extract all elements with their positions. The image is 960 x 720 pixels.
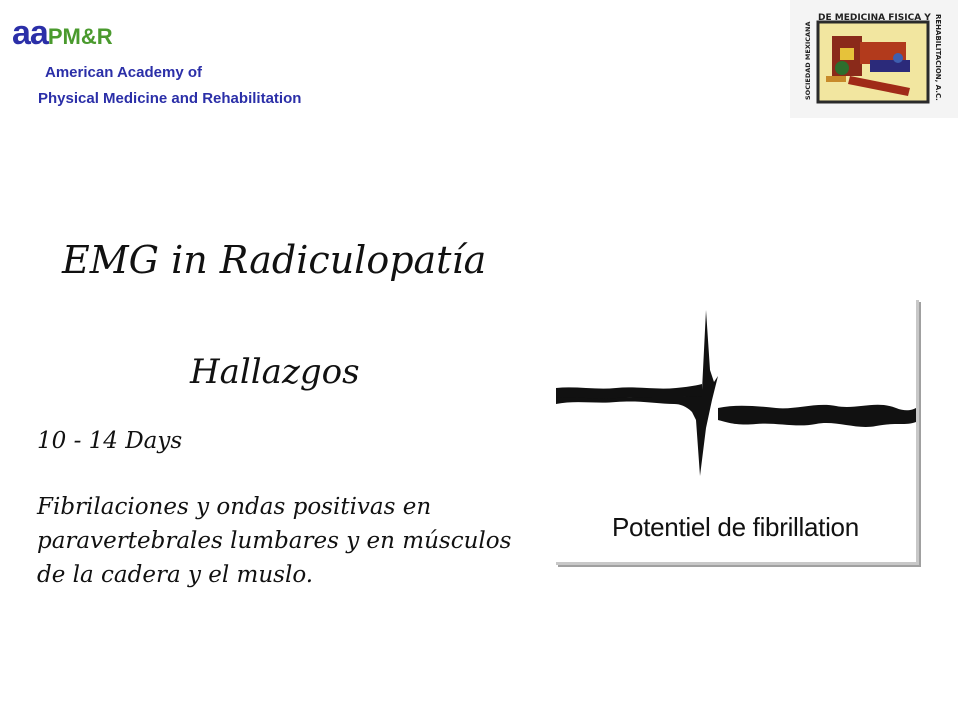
slide-title: EMG in Radiculopatía <box>62 238 487 282</box>
logo-pmr-text: PM&R <box>47 24 113 49</box>
seal-text-top: DE MEDICINA FISICA Y <box>818 13 931 23</box>
logo-aa-text: aa <box>12 14 48 52</box>
aapmr-logo <box>12 14 113 53</box>
time-frame-text: 10 - 14 Days <box>37 428 183 454</box>
slide-subtitle: Hallazgos <box>190 352 360 392</box>
seal-text-left: SOCIEDAD MEXICANA <box>804 21 812 100</box>
fibrillation-figure <box>556 300 919 565</box>
org-name-line1: American Academy of <box>45 64 203 81</box>
org-name-line2: Physical Medicine and Rehabilitation <box>38 90 302 107</box>
smmfr-seal-logo <box>790 0 958 118</box>
findings-description: Fibrilaciones y ondas positivas en paravertebrales lumbares y en músculos de la cadera y el muslo. <box>37 494 512 588</box>
seal-text-right: REHABILITACION, A.C. <box>934 14 942 101</box>
figure-caption: Potentiel de fibrillation <box>612 512 859 542</box>
